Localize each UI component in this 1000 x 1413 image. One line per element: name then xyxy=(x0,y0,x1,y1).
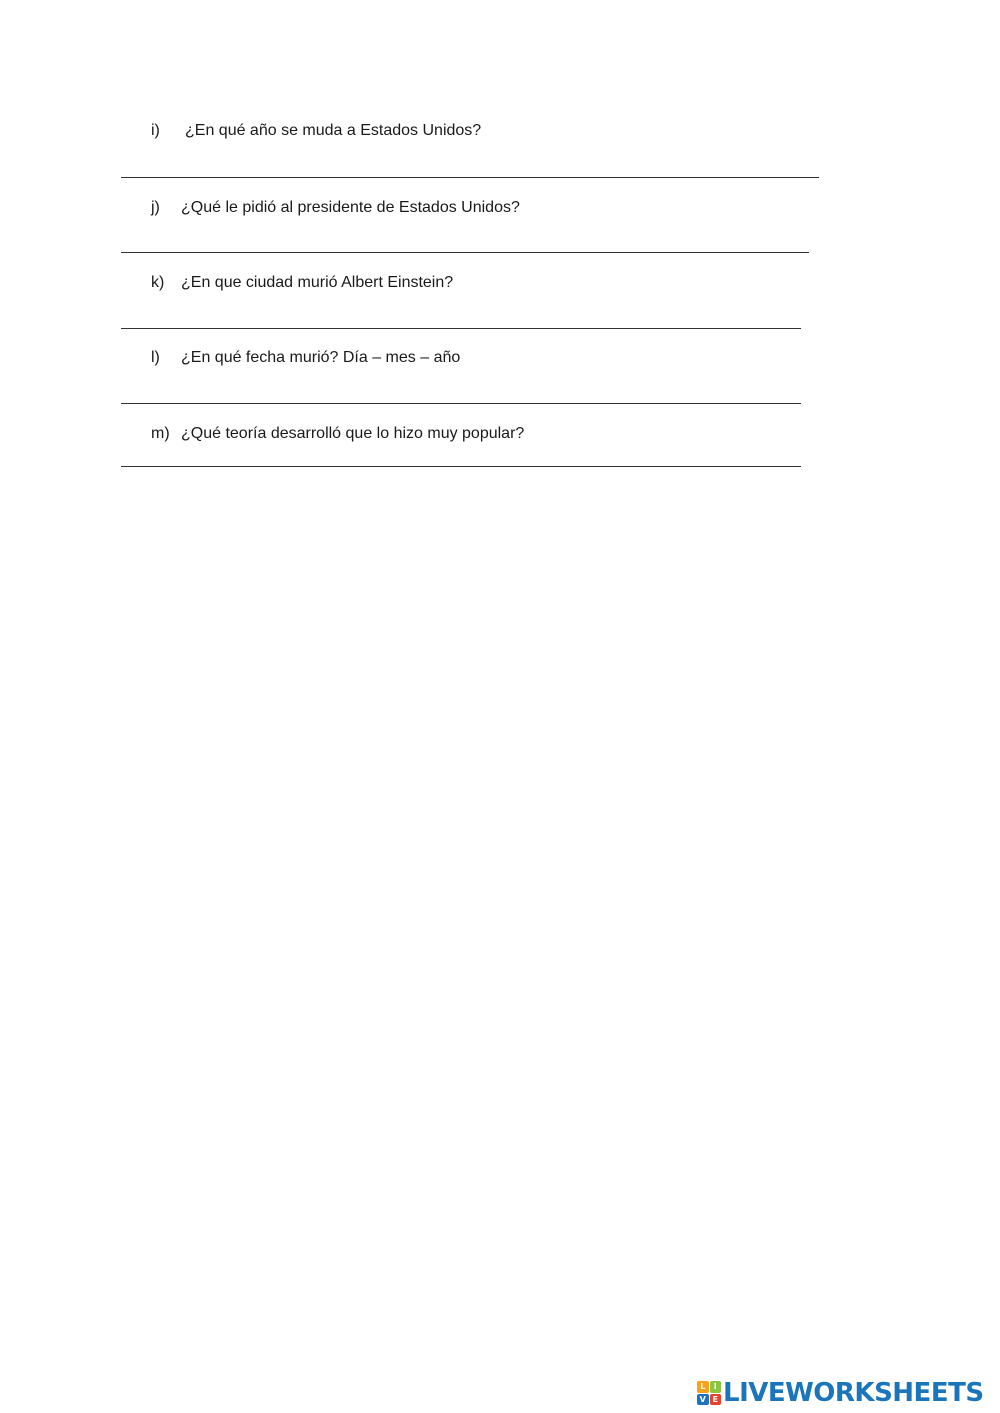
question-letter: k) xyxy=(151,274,165,291)
logo-block: I xyxy=(710,1381,722,1393)
question-letter: j) xyxy=(151,199,160,216)
question-text: ¿Qué teoría desarrolló que lo hizo muy popular? xyxy=(181,425,525,442)
logo-block: V xyxy=(697,1394,709,1406)
logo-blocks-icon xyxy=(697,1381,721,1405)
liveworksheets-logo xyxy=(697,1378,984,1408)
question-i xyxy=(151,121,481,141)
logo-block: L xyxy=(697,1381,709,1393)
question-text: ¿En que ciudad murió Albert Einstein? xyxy=(181,274,454,291)
answer-line-m[interactable] xyxy=(121,466,801,467)
question-m xyxy=(151,424,524,444)
answer-line-j[interactable] xyxy=(121,252,809,253)
answer-line-i[interactable] xyxy=(121,177,819,178)
question-j xyxy=(151,198,520,218)
question-letter: m) xyxy=(151,425,170,442)
answer-line-l[interactable] xyxy=(121,403,801,404)
question-letter: i) xyxy=(151,122,160,139)
question-text: ¿Qué le pidió al presidente de Estados Unidos? xyxy=(181,199,520,216)
question-l xyxy=(151,348,460,368)
logo-block: E xyxy=(710,1394,722,1406)
question-letter: l) xyxy=(151,349,160,366)
logo-text: LIVEWORKSHEETS xyxy=(723,1378,984,1408)
question-text: ¿En qué fecha murió? Día – mes – año xyxy=(181,349,461,366)
answer-line-k[interactable] xyxy=(121,328,801,329)
question-text: ¿En qué año se muda a Estados Unidos? xyxy=(185,122,482,139)
question-k xyxy=(151,273,453,293)
